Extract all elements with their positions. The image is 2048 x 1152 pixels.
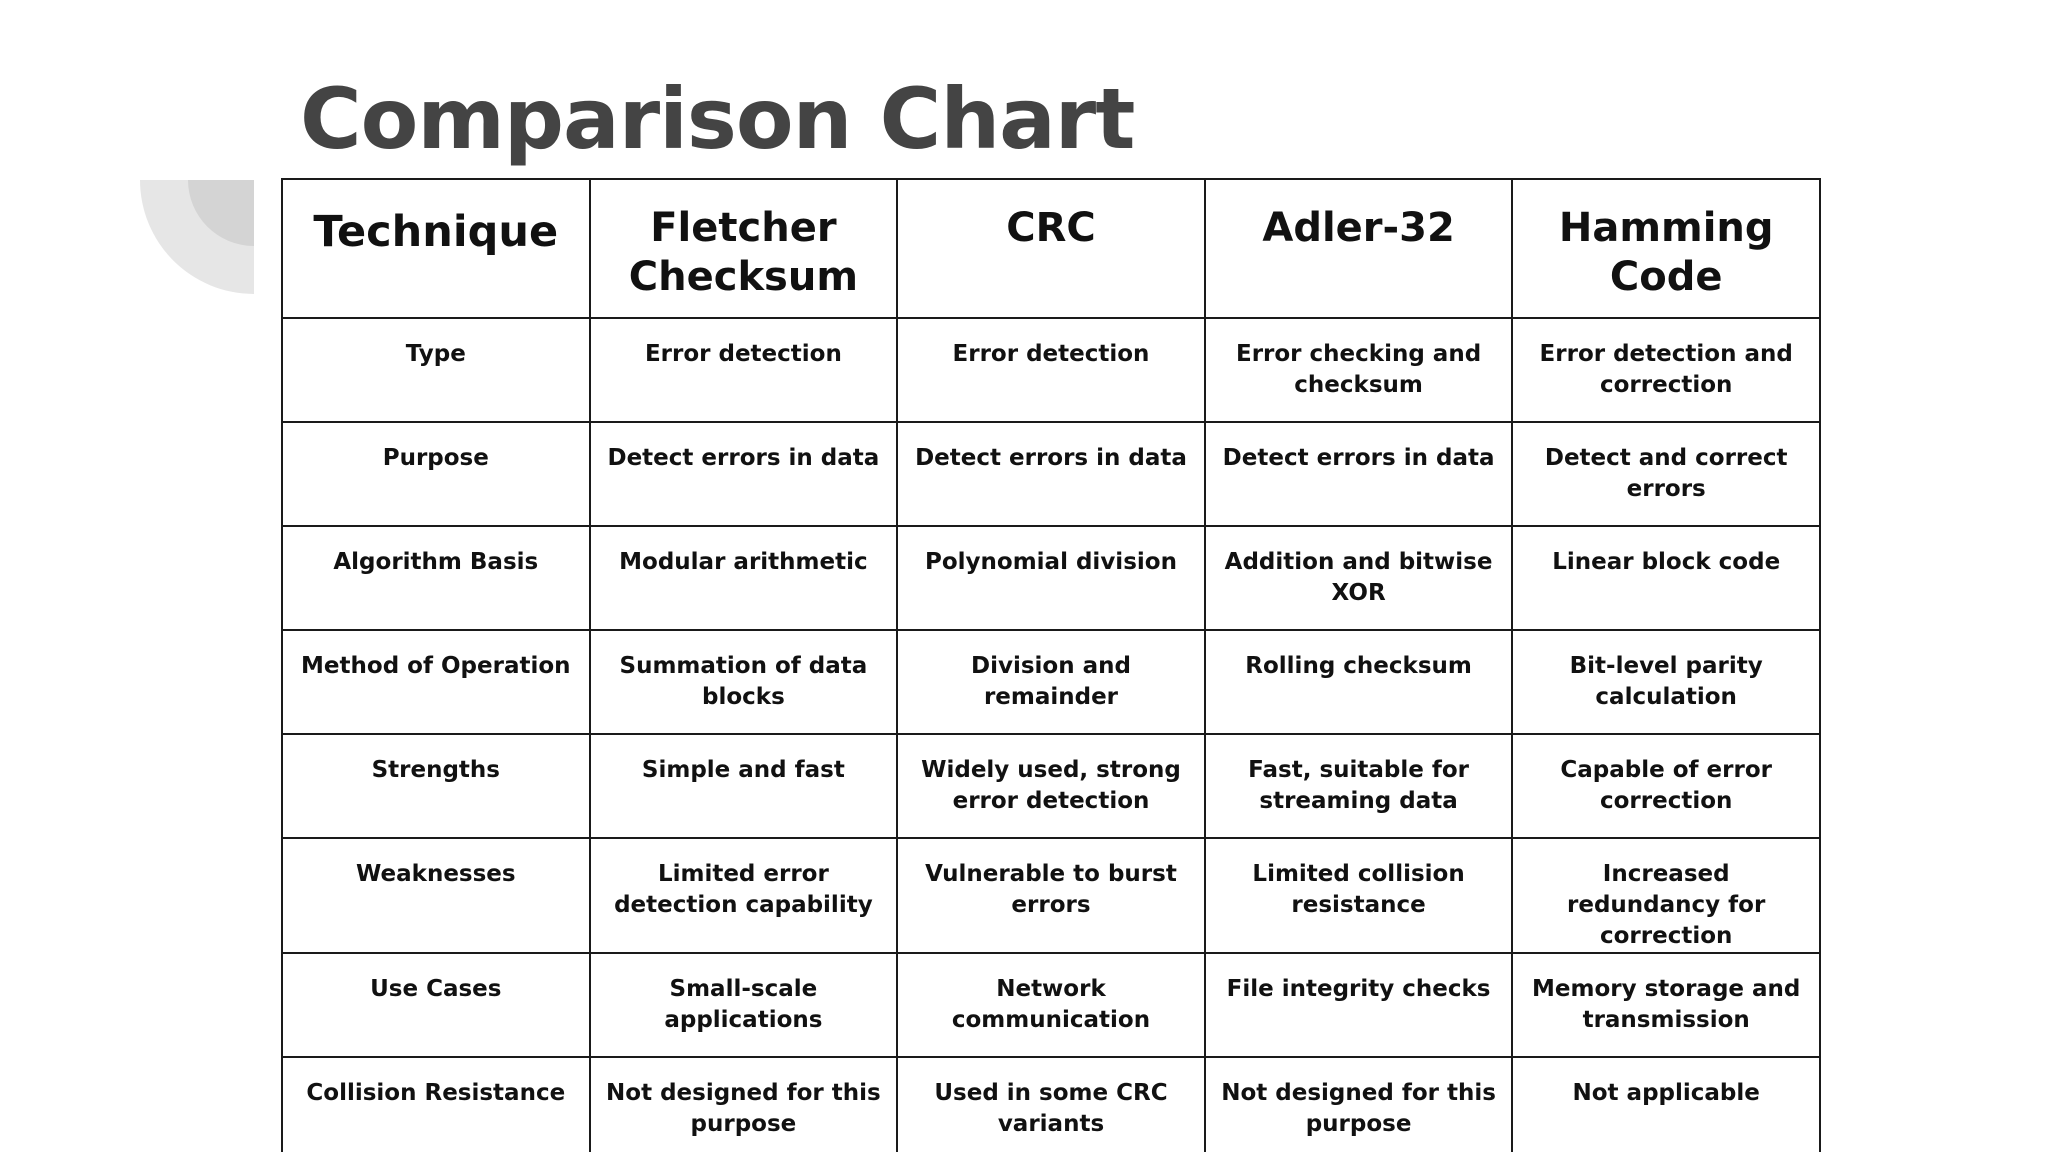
decorative-quarter-circle [140,180,254,294]
header-adler-32: Adler-32 [1205,179,1513,318]
header-fletcher-checksum: Fletcher Checksum [590,179,898,318]
row-label: Method of Operation [282,630,590,734]
row-label: Algorithm Basis [282,526,590,630]
table-cell: Not designed for this purpose [590,1057,898,1152]
table-cell: Small-scale applications [590,953,898,1057]
table-cell: Modular arithmetic [590,526,898,630]
header-technique: Technique [282,179,590,318]
header-crc: CRC [897,179,1205,318]
table-row [282,422,1820,526]
table-cell: Limited collision resistance [1205,838,1513,953]
table-row [282,318,1820,422]
table-cell: Memory storage and transmission [1512,953,1820,1057]
table-cell: Simple and fast [590,734,898,838]
table-cell: Increased redundancy for correction [1512,838,1820,953]
row-label: Use Cases [282,953,590,1057]
table-cell: Vulnerable to burst errors [897,838,1205,953]
row-label: Purpose [282,422,590,526]
table-cell: Not applicable [1512,1057,1820,1152]
header-hamming-code: Hamming Code [1512,179,1820,318]
table-cell: Detect errors in data [1205,422,1513,526]
table-cell: Error detection [590,318,898,422]
row-label: Type [282,318,590,422]
table-cell: Rolling checksum [1205,630,1513,734]
table-cell: Limited error detection capability [590,838,898,953]
table-cell: Network communication [897,953,1205,1057]
table-cell: Polynomial division [897,526,1205,630]
table-cell: Not designed for this purpose [1205,1057,1513,1152]
table-cell: Error detection [897,318,1205,422]
comparison-table [281,178,1821,1152]
table-cell: Used in some CRC variants [897,1057,1205,1152]
table-header-row [282,179,1820,318]
row-label: Strengths [282,734,590,838]
table-cell: Error detection and correction [1512,318,1820,422]
table-cell: Addition and bitwise XOR [1205,526,1513,630]
table-row [282,630,1820,734]
comparison-table-container [281,178,1821,1152]
table-row [282,838,1820,953]
table-cell: Bit-level parity calculation [1512,630,1820,734]
table-cell: Error checking and checksum [1205,318,1513,422]
page-title: Comparison Chart [300,70,1135,168]
table-row [282,953,1820,1057]
row-label: Collision Resistance [282,1057,590,1152]
table-cell: Detect errors in data [590,422,898,526]
table-cell: Fast, suitable for streaming data [1205,734,1513,838]
table-cell: Widely used, strong error detection [897,734,1205,838]
table-cell: File integrity checks [1205,953,1513,1057]
table-cell: Summation of data blocks [590,630,898,734]
table-row [282,734,1820,838]
table-row [282,1057,1820,1152]
table-cell: Detect errors in data [897,422,1205,526]
row-label: Weaknesses [282,838,590,953]
table-row [282,526,1820,630]
table-cell: Detect and correct errors [1512,422,1820,526]
table-cell: Division and remainder [897,630,1205,734]
table-cell: Capable of error correction [1512,734,1820,838]
table-cell: Linear block code [1512,526,1820,630]
